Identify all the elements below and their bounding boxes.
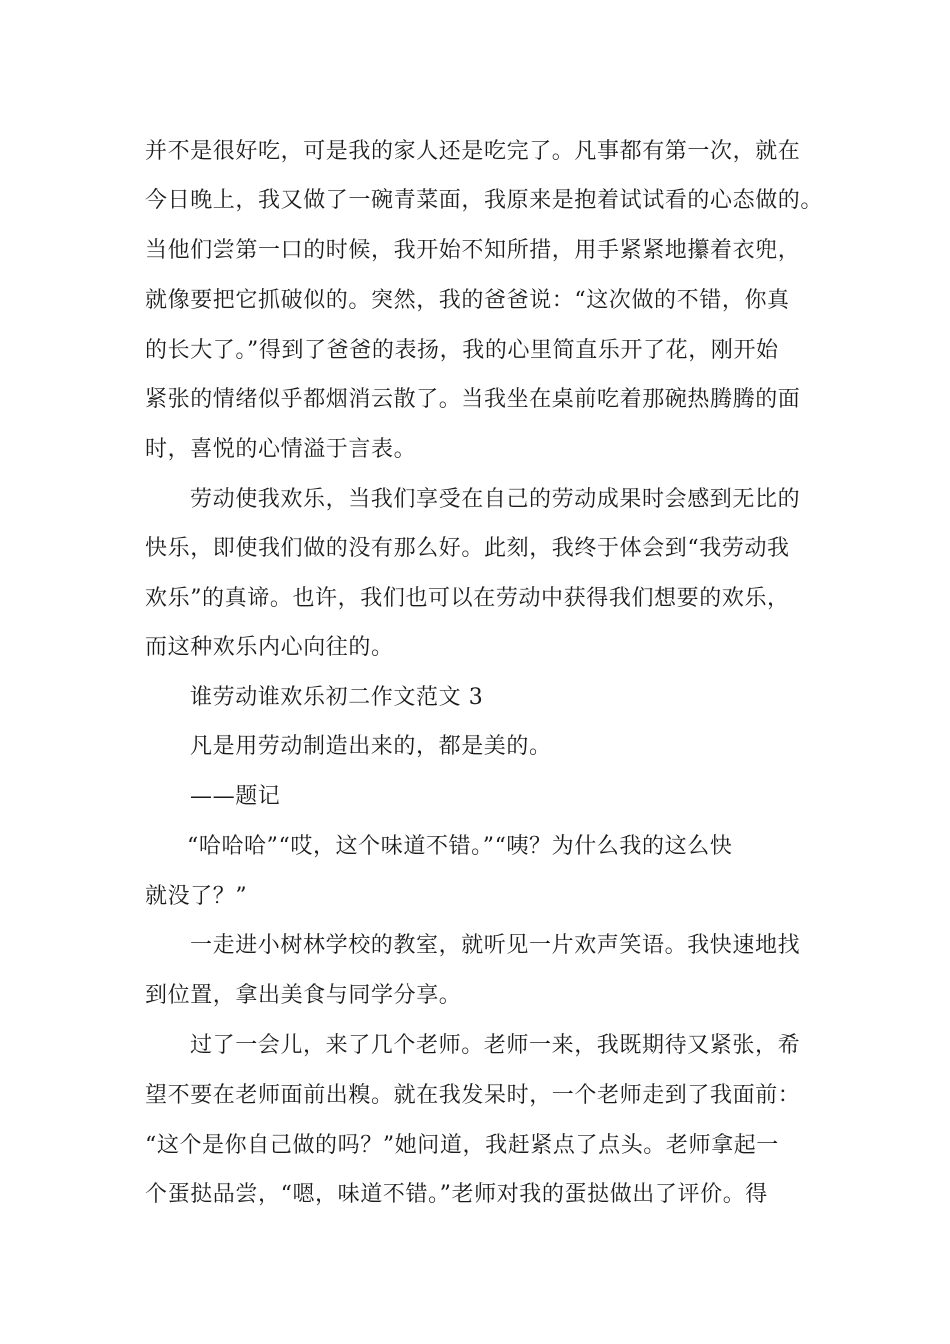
text-line: 劳动使我欢乐，当我们享受在自己的劳动成果时会感到无比的 [190, 487, 801, 512]
text-line: “哈哈哈”“哎，这个味道不错。”“咦？为什么我的这么快 [187, 834, 733, 859]
text-line: 而这种欢乐内心向往的。 [145, 635, 394, 660]
epigraph: 凡是用劳动制造出来的，都是美的。 [190, 734, 552, 759]
text-line: 个蛋挞品尝，“嗯，味道不错。”老师对我的蛋挞做出了评价。得 [145, 1182, 768, 1207]
text-line: 一走进小树林学校的教室，就听见一片欢声笑语。我快速地找 [190, 933, 801, 958]
text-line: 紧张的情绪似乎都烟消云散了。当我坐在桌前吃着那碗热腾腾的面 [145, 387, 801, 412]
text-line: 的长大了。”得到了爸爸的表扬，我的心里简直乐开了花，刚开始 [145, 338, 779, 363]
text-line: 时，喜悦的心情溢于言表。 [145, 437, 417, 462]
text-line: 当他们尝第一口的时候，我开始不知所措，用手紧紧地攥着衣兜， [145, 238, 801, 263]
text-line: 欢乐”的真谛。也许，我们也可以在劳动中获得我们想要的欢乐， [145, 586, 790, 611]
text-line: 快乐，即使我们做的没有那么好。此刻，我终于体会到“我劳动我 [145, 536, 790, 561]
text-line: 过了一会儿，来了几个老师。老师一来，我既期待又紧张，希 [190, 1033, 801, 1058]
text-line: 就像要把它抓破似的。突然，我的爸爸说：“这次做的不错，你真 [145, 288, 790, 313]
text-line: 到位置，拿出美食与同学分享。 [145, 983, 462, 1008]
section-heading: 谁劳动谁欢乐初二作文范文 3 [190, 685, 484, 710]
epigraph-attribution: ——题记 [190, 784, 281, 809]
text-line: 望不要在老师面前出糗。就在我发呆时，一个老师走到了我面前： [145, 1083, 801, 1108]
text-line: 就没了？” [145, 884, 248, 909]
text-line: 今日晚上，我又做了一碗青菜面，我原来是抱着试试看的心态做的。 [145, 188, 824, 213]
text-line: 并不是很好吃，可是我的家人还是吃完了。凡事都有第一次，就在 [145, 139, 801, 164]
text-line: “这个是你自己做的吗？”她问道，我赶紧点了点头。老师拿起一 [145, 1133, 779, 1158]
